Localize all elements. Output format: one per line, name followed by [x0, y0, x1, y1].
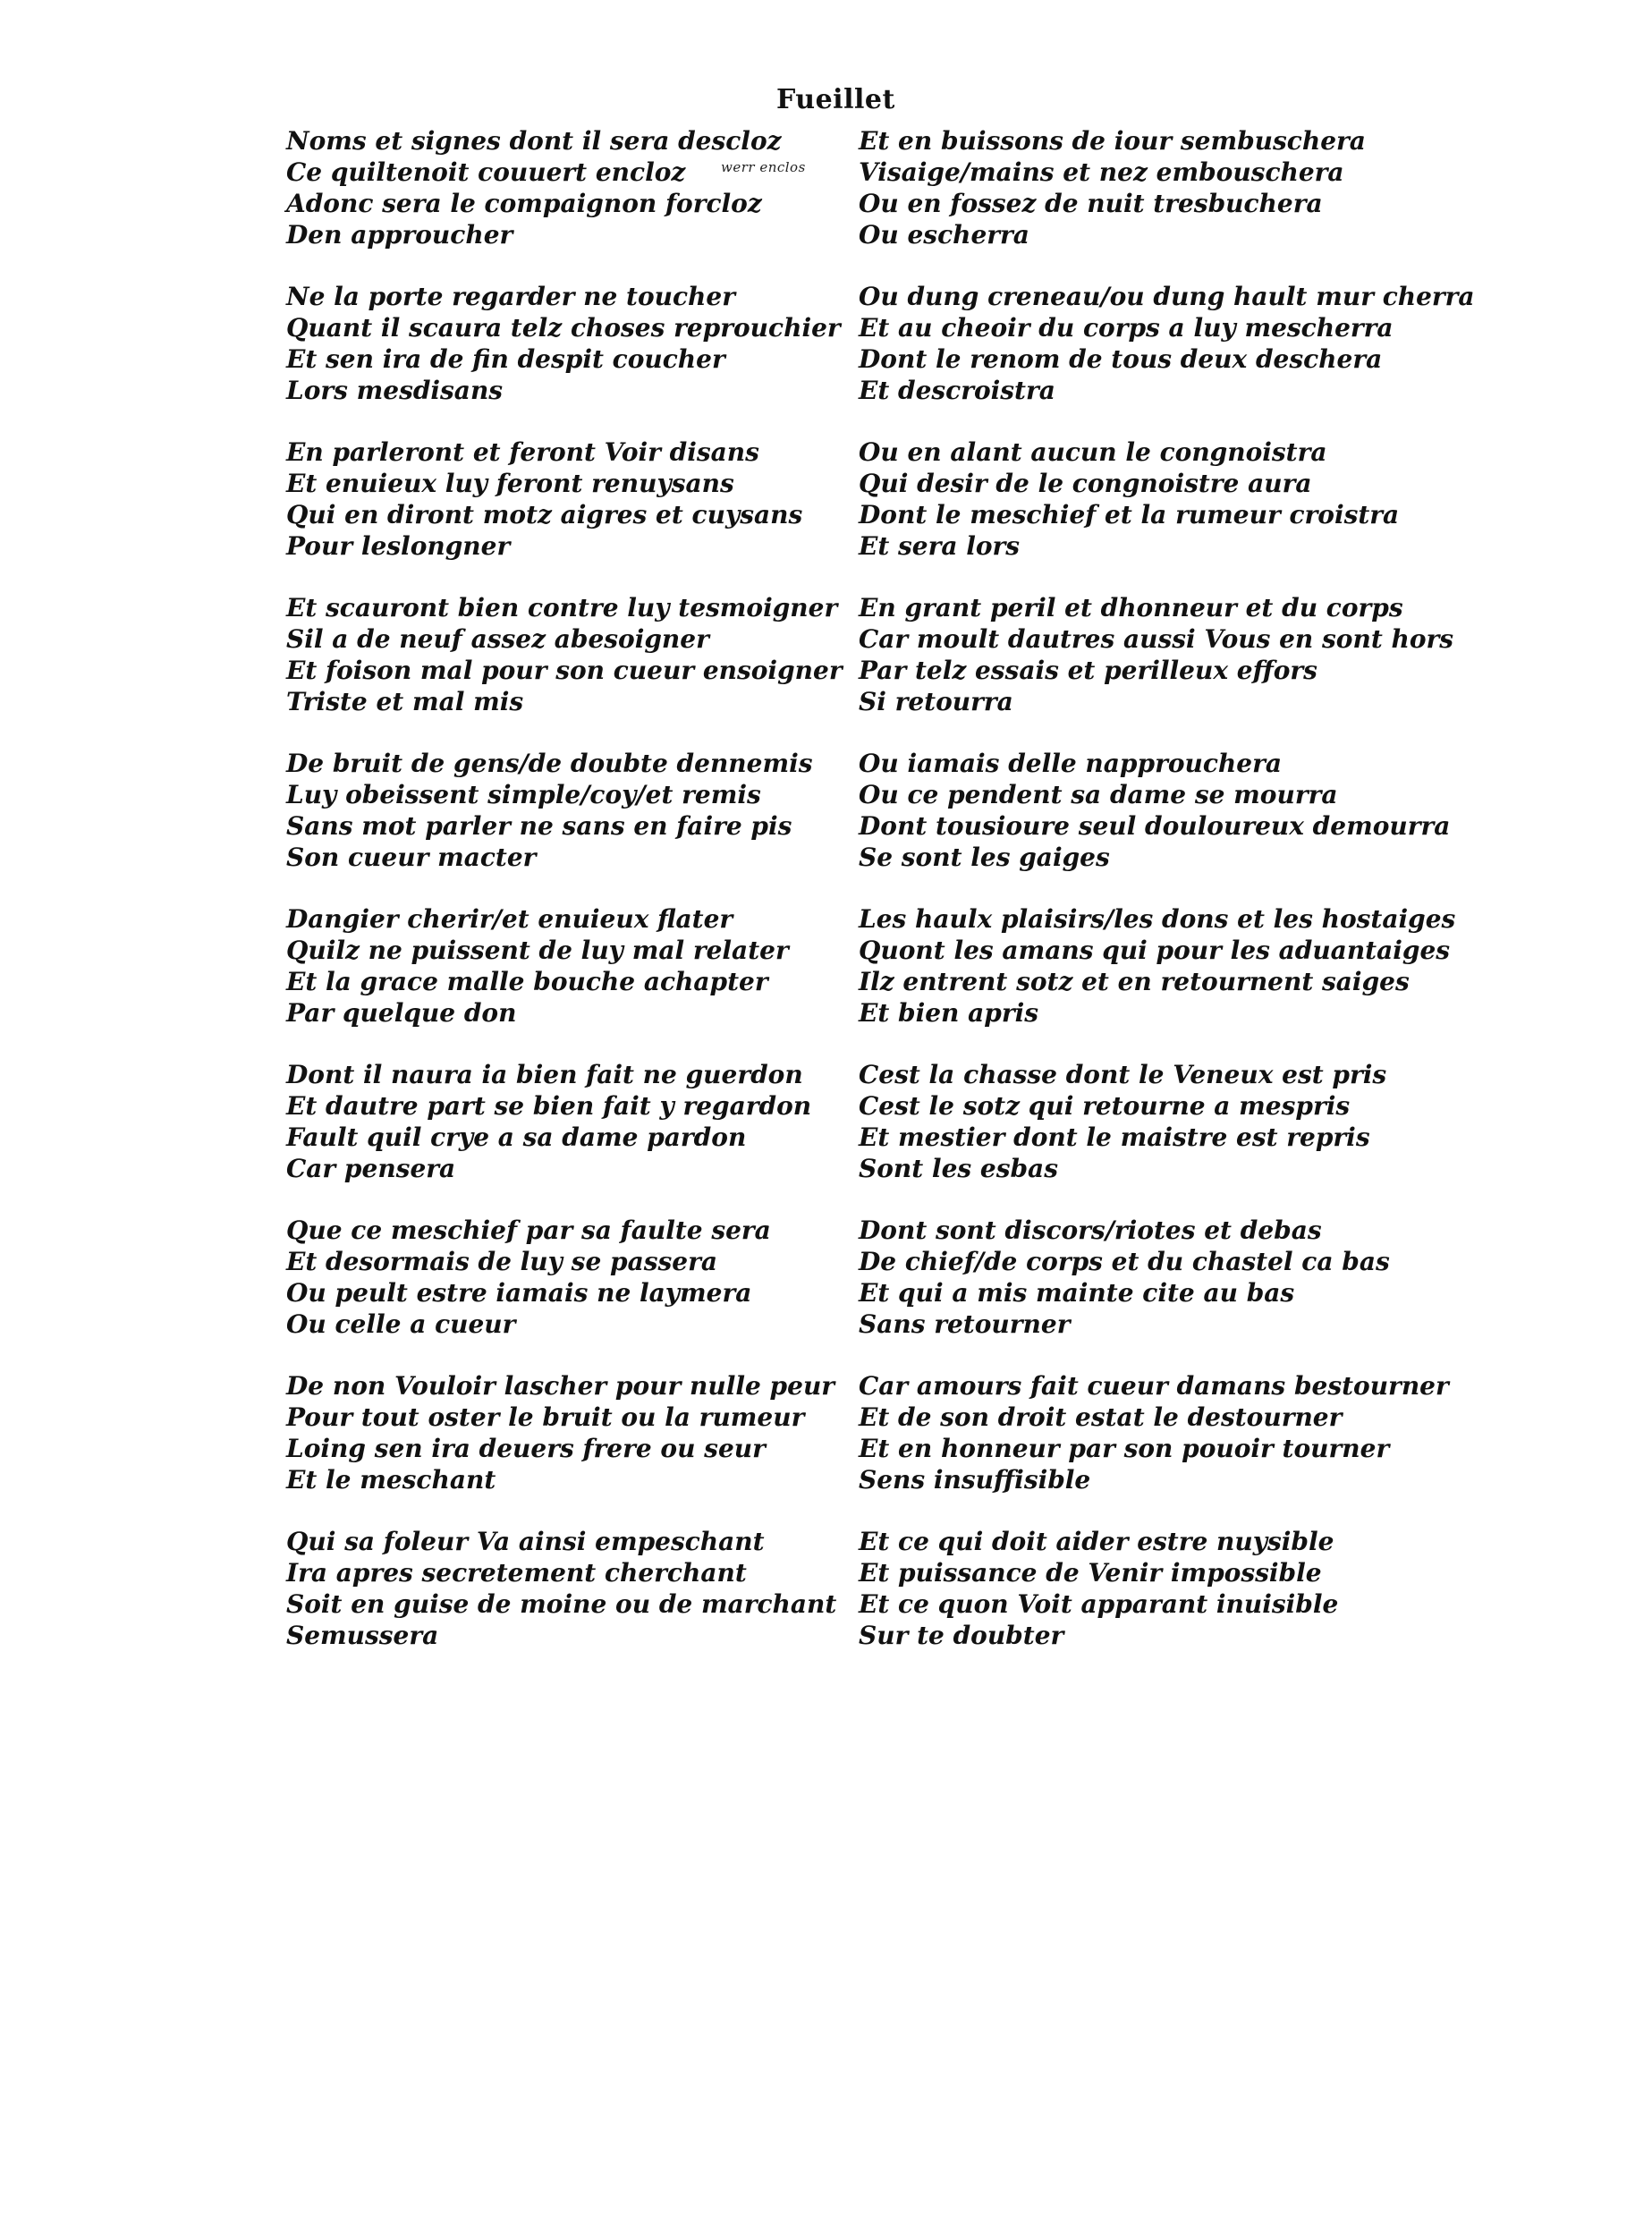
stanza	[286, 903, 859, 1029]
verse-line: Sil a de neuf assez abesoigner	[286, 624, 709, 654]
verse-line: Qui en diront motz aigres et cuysans	[286, 500, 803, 529]
page-header: Fueillet	[776, 84, 895, 115]
stanza	[286, 1370, 859, 1495]
verse-line: Ou en fossez de nuit tresbuchera	[859, 189, 1323, 218]
verse-line: Noms et signes dont il sera descloz	[286, 126, 782, 156]
verse-line: De chief/de corps et du chastel ca bas	[859, 1247, 1390, 1276]
verse-line: Car amours fait cueur damans bestourner	[859, 1371, 1449, 1401]
verse-line: Et ce quon Voit apparant inuisible	[859, 1589, 1339, 1619]
verse-line: Den approucher	[286, 220, 513, 250]
verse-line: Et en buissons de iour sembuschera	[859, 126, 1366, 156]
verse-line: Soit en guise de moine ou de marchant	[286, 1589, 837, 1619]
verse-line: Et foison mal pour son cueur ensoigner	[286, 656, 843, 685]
verse-line: Dont tousioure seul douloureux demourra	[859, 811, 1451, 841]
stanza	[859, 592, 1485, 717]
verse-line: Et qui a mis mainte cite au bas	[859, 1278, 1295, 1308]
stanza	[859, 748, 1485, 873]
verse-line: Dont le meschief et la rumeur croistra	[859, 500, 1400, 529]
verse-line: Et sen ira de fin despit coucher	[286, 344, 725, 374]
stanza	[859, 1370, 1485, 1495]
verse-line: Et en honneur par son pouoir tourner	[859, 1434, 1390, 1463]
verse-line: Qui sa foleur Va ainsi empeschant	[286, 1527, 765, 1556]
verse-line: Ou en alant aucun le congnoistra	[859, 437, 1327, 467]
verse-line: Dont il naura ia bien fait ne guerdon	[286, 1060, 803, 1089]
verse-line: Et enuieux luy feront renuysans	[286, 469, 734, 498]
verse-line: Par quelque don	[286, 998, 517, 1028]
verse-line: Adonc sera le compaignon forcloz	[286, 189, 762, 218]
stanza	[286, 748, 859, 873]
verse-line: Lors mesdisans	[286, 376, 504, 405]
verse-line: En grant peril et dhonneur et du corps	[859, 593, 1403, 623]
verse-line: Se sont les gaiges	[859, 843, 1110, 872]
verse-line: Semussera	[286, 1621, 439, 1650]
verse-line: Et puissance de Venir impossible	[859, 1558, 1322, 1588]
stanza	[286, 592, 859, 717]
margin-annotation: werr enclos	[721, 159, 806, 175]
stanza	[859, 281, 1485, 406]
verse-line: Cest le sotz qui retourne a mespris	[859, 1091, 1351, 1121]
verse-line: Ou ce pendent sa dame se mourra	[859, 780, 1338, 809]
verse-line: Sont les esbas	[859, 1154, 1058, 1183]
verse-line: Sans retourner	[859, 1309, 1071, 1339]
verse-line: Et dautre part se bien fait y regardon	[286, 1091, 812, 1121]
stanza	[859, 903, 1485, 1029]
verse-line: Quont les amans qui pour les aduantaiges	[859, 936, 1451, 965]
verse-line: Et bien apris	[859, 998, 1039, 1028]
verse-line: Visaige/mains et nez embouschera	[859, 157, 1344, 187]
stanza	[859, 1059, 1485, 1184]
verse-line: Pour tout oster le bruit ou la rumeur	[286, 1402, 805, 1432]
stanza	[286, 1526, 859, 1651]
verse-line: Dont le renom de tous deux deschera	[859, 344, 1383, 374]
verse-line: Ou peult estre iamais ne laymera	[286, 1278, 752, 1308]
stanza	[859, 436, 1485, 562]
verse-line: Ou escherra	[859, 220, 1029, 250]
verse-line: Dangier cherir/et enuieux flater	[286, 904, 733, 934]
verse-line: Loing sen ira deuers frere ou seur	[286, 1434, 766, 1463]
verse-line: Dont sont discors/riotes et debas	[859, 1215, 1322, 1245]
stanza	[286, 436, 859, 562]
verse-line: Cest la chasse dont le Veneux est pris	[859, 1060, 1387, 1089]
verse-line: Et la grace malle bouche achapter	[286, 967, 768, 996]
verse-line: Et descroistra	[859, 376, 1055, 405]
left-column	[286, 125, 859, 1681]
verse-line: Ou dung creneau/ou dung hault mur cherra	[859, 282, 1475, 311]
verse-line: Ou iamais delle napprouchera	[859, 749, 1282, 778]
verse-line: En parleront et feront Voir disans	[286, 437, 759, 467]
stanza	[286, 125, 859, 250]
verse-line: Triste et mal mis	[286, 687, 524, 716]
verse-line: Et le meschant	[286, 1465, 496, 1495]
verse-line: Par telz essais et perilleux effors	[859, 656, 1317, 685]
verse-line: Quant il scaura telz choses reprouchier	[286, 313, 841, 343]
verse-line: Fault quil crye a sa dame pardon	[286, 1122, 747, 1152]
verse-line: Luy obeissent simple/coy/et remis	[286, 780, 761, 809]
verse-line: De non Vouloir lascher pour nulle peur	[286, 1371, 835, 1401]
verse-line: Ce quiltenoit couuert encloz	[286, 157, 686, 187]
verse-line: Et desormais de luy se passera	[286, 1247, 717, 1276]
verse-line: Son cueur macter	[286, 843, 537, 872]
stanza	[859, 1215, 1485, 1340]
verse-line: De bruit de gens/de doubte dennemis	[286, 749, 813, 778]
verse-line: Car pensera	[286, 1154, 456, 1183]
verse-line: Ou celle a cueur	[286, 1309, 516, 1339]
stanza	[859, 1526, 1485, 1651]
verse-line: Et scauront bien contre luy tesmoigner	[286, 593, 838, 623]
stanza	[286, 281, 859, 406]
verse-line: Et sera lors	[859, 531, 1021, 561]
stanza	[859, 125, 1485, 250]
verse-line: Sens insuffisible	[859, 1465, 1091, 1495]
verse-line: Pour leslongner	[286, 531, 511, 561]
verse-line: Ne la porte regarder ne toucher	[286, 282, 735, 311]
verse-line: Et de son droit estat le destourner	[859, 1402, 1343, 1432]
verse-line: Et ce qui doit aider estre nuysible	[859, 1527, 1334, 1556]
verse-line: Sur te doubter	[859, 1621, 1064, 1650]
verse-line: Quilz ne puissent de luy mal relater	[286, 936, 789, 965]
verse-line: Sans mot parler ne sans en faire pis	[286, 811, 792, 841]
verse-line: Si retourra	[859, 687, 1013, 716]
verse-line: Les haulx plaisirs/les dons et les hostaiges	[859, 904, 1456, 934]
stanza	[286, 1059, 859, 1184]
verse-line: Et au cheoir du corps a luy mescherra	[859, 313, 1394, 343]
verse-line: Ira apres secretement cherchant	[286, 1558, 747, 1588]
verse-line: Et mestier dont le maistre est repris	[859, 1122, 1370, 1152]
verse-line: Que ce meschief par sa faulte sera	[286, 1215, 771, 1245]
verse-line: Car moult dautres aussi Vous en sont hors	[859, 624, 1454, 654]
right-column	[859, 125, 1485, 1681]
verse-line: Qui desir de le congnoistre aura	[859, 469, 1312, 498]
verse-line: Ilz entrent sotz et en retournent saiges	[859, 967, 1410, 996]
stanza	[286, 1215, 859, 1340]
